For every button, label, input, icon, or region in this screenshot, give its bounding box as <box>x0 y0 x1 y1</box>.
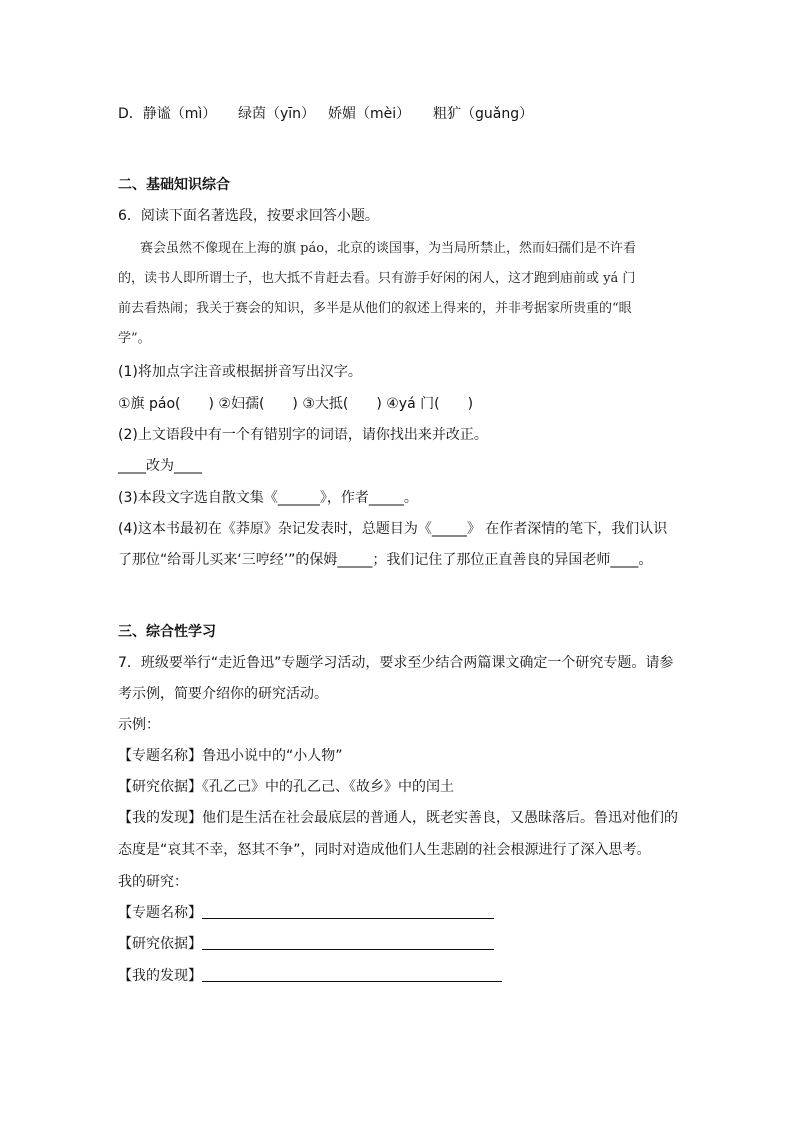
subquestion-1: (1)将加点字注音或根据拼音写出汉字。 <box>118 364 362 380</box>
option-d-item1: D．静谧（mì） <box>118 106 217 122</box>
example-basis: 【研究依据】《孔乙己》中的孔乙己、《故乡》中的闰土 <box>118 779 454 795</box>
field-finding-blank[interactable] <box>202 967 502 982</box>
passage-line: 赛会虽然不像现在上海的旗 páo，北京的谈国事，为当局所禁止，然而妇孺们是不许看 <box>140 241 637 256</box>
section-heading-integrated-learning: 三、综合性学习 <box>118 624 216 640</box>
my-research-label: 我的研究： <box>118 874 188 890</box>
subquestion-4-line2: 了那位“给哥儿买来‘三哼经’”的保姆_____；我们记住了那位正直善良的异国老师____。 <box>118 552 653 568</box>
field-topic-blank[interactable] <box>202 904 494 919</box>
section-heading-basic-knowledge: 二、基础知识综合 <box>118 177 230 193</box>
option-d-item3: 娇媚（mèi） <box>328 106 411 122</box>
option-d-item4: 粗犷（guǎng） <box>433 106 534 122</box>
option-d-item2: 绿茵（yīn） <box>238 106 316 122</box>
field-basis-row <box>118 934 494 954</box>
example-label: 示例： <box>118 717 160 733</box>
passage-line: 的，读书人即所谓士子，也大抵不肯赶去看。只有游手好闲的闲人，这才跑到庙前或 yá 门 <box>118 271 636 286</box>
question-6-stem: 6．阅读下面名著选段，按要求回答小题。 <box>118 208 379 224</box>
example-topic: 【专题名称】鲁迅小说中的“小人物” <box>118 748 343 764</box>
subquestion-4-line1: (4)这本书最初在《莽原》杂记发表时，总题目为《_____》 在作者深情的笔下，我们认识 <box>118 521 668 537</box>
field-finding-label: 【我的发现】 <box>118 968 202 984</box>
subquestion-1-items: ①旗 páo( ) ②妇孺( ) ③大抵( ) ④yá 门( ) <box>118 396 474 412</box>
subquestion-3: (3)本段文字选自散文集《______》，作者_____。 <box>118 490 418 506</box>
subquestion-2: (2)上文语段中有一个有错别字的词语，请你找出来并改正。 <box>118 427 488 443</box>
example-finding-line1: 【我的发现】他们是生活在社会最底层的普通人，既老实善良，又愚昧落后。鲁迅对他们的 <box>118 810 678 826</box>
passage-line: 前去看热闹；我关于赛会的知识，多半是从他们的叙述上得来的，并非考据家所贵重的“眼 <box>118 301 632 316</box>
field-topic-label: 【专题名称】 <box>118 905 202 921</box>
subquestion-2-answer: ____改为____ <box>118 458 202 474</box>
question-7-line2: 考示例，简要介绍你的研究活动。 <box>118 686 328 702</box>
field-basis-label: 【研究依据】 <box>118 936 202 952</box>
field-finding-row <box>118 966 502 986</box>
question-7-line1: 7．班级要举行“走近鲁迅”专题学习活动，要求至少结合两篇课文确定一个研究专题。请参 <box>118 655 674 671</box>
field-topic-row <box>118 903 494 923</box>
field-basis-blank[interactable] <box>202 935 494 950</box>
passage-line: 学”。 <box>118 331 151 346</box>
example-finding-line2: 态度是“哀其不幸，怒其不争”，同时对造成他们人生悲剧的社会根源进行了深入思考。 <box>118 842 651 858</box>
